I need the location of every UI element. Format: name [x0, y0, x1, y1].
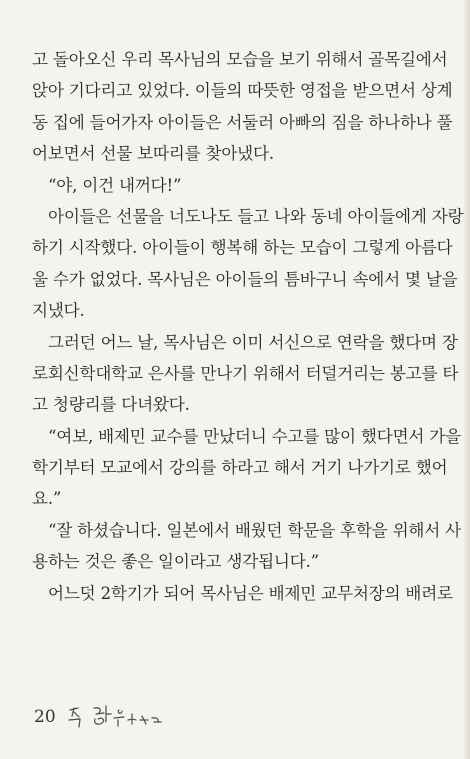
text-line: 아이들은 선물을 너도나도 들고 나와 동네 아이들에게 자랑: [48, 206, 464, 226]
text-line: 지냈다.: [32, 301, 85, 321]
text-line: 고 청량리를 다녀왔다.: [32, 395, 190, 415]
text-line: 어보면서 선물 보따리를 찾아냈다.: [32, 144, 274, 164]
text-line: “야, 이건 내꺼다!”: [48, 175, 182, 195]
text-line: 울 수가 없었다. 목사님은 아이들의 틈바구니 속에서 몇 날을: [32, 269, 458, 289]
text-line: 그러던 어느 날, 목사님은 이미 서신으로 연락을 했다며 장: [48, 332, 458, 352]
text-line: 로회신학대학교 은사를 만나기 위해서 터덜거리는 봉고를 타: [32, 363, 459, 383]
text-line: 동 집에 들어가자 아이들은 서둘러 아빠의 짐을 하나하나 풀: [32, 112, 453, 132]
text-line: 하기 시작했다. 아이들이 행복해 하는 모습이 그렇게 아름다: [32, 238, 453, 258]
page-footer: [34, 700, 186, 734]
body-text: [32, 44, 464, 609]
text-line: 요.”: [32, 489, 62, 509]
text-line: “여보, 배제민 교수를 만났더니 수고를 많이 했다면서 가을: [48, 426, 461, 446]
page-number: 20: [34, 707, 56, 727]
book-title-logo-icon: [66, 700, 186, 734]
text-line: “잘 하셨습니다. 일본에서 배웠던 학문을 후학을 위해서 사: [48, 520, 461, 540]
text-line: 앉아 기다리고 있었다. 이들의 따뜻한 영접을 받으면서 상계: [32, 81, 453, 101]
page-edge: [464, 0, 470, 759]
text-line: 용하는 것은 좋은 일이라고 생각됩니다.”: [32, 552, 319, 572]
text-line: 학기부터 모교에서 강의를 하라고 해서 거기 나가기로 했어: [32, 458, 448, 478]
text-line: 어느덧 2학기가 되어 목사님은 배제민 교무처장의 배려로: [48, 583, 453, 603]
text-line: 고 돌아오신 우리 목사님의 모습을 보기 위해서 골목길에서: [32, 50, 448, 69]
